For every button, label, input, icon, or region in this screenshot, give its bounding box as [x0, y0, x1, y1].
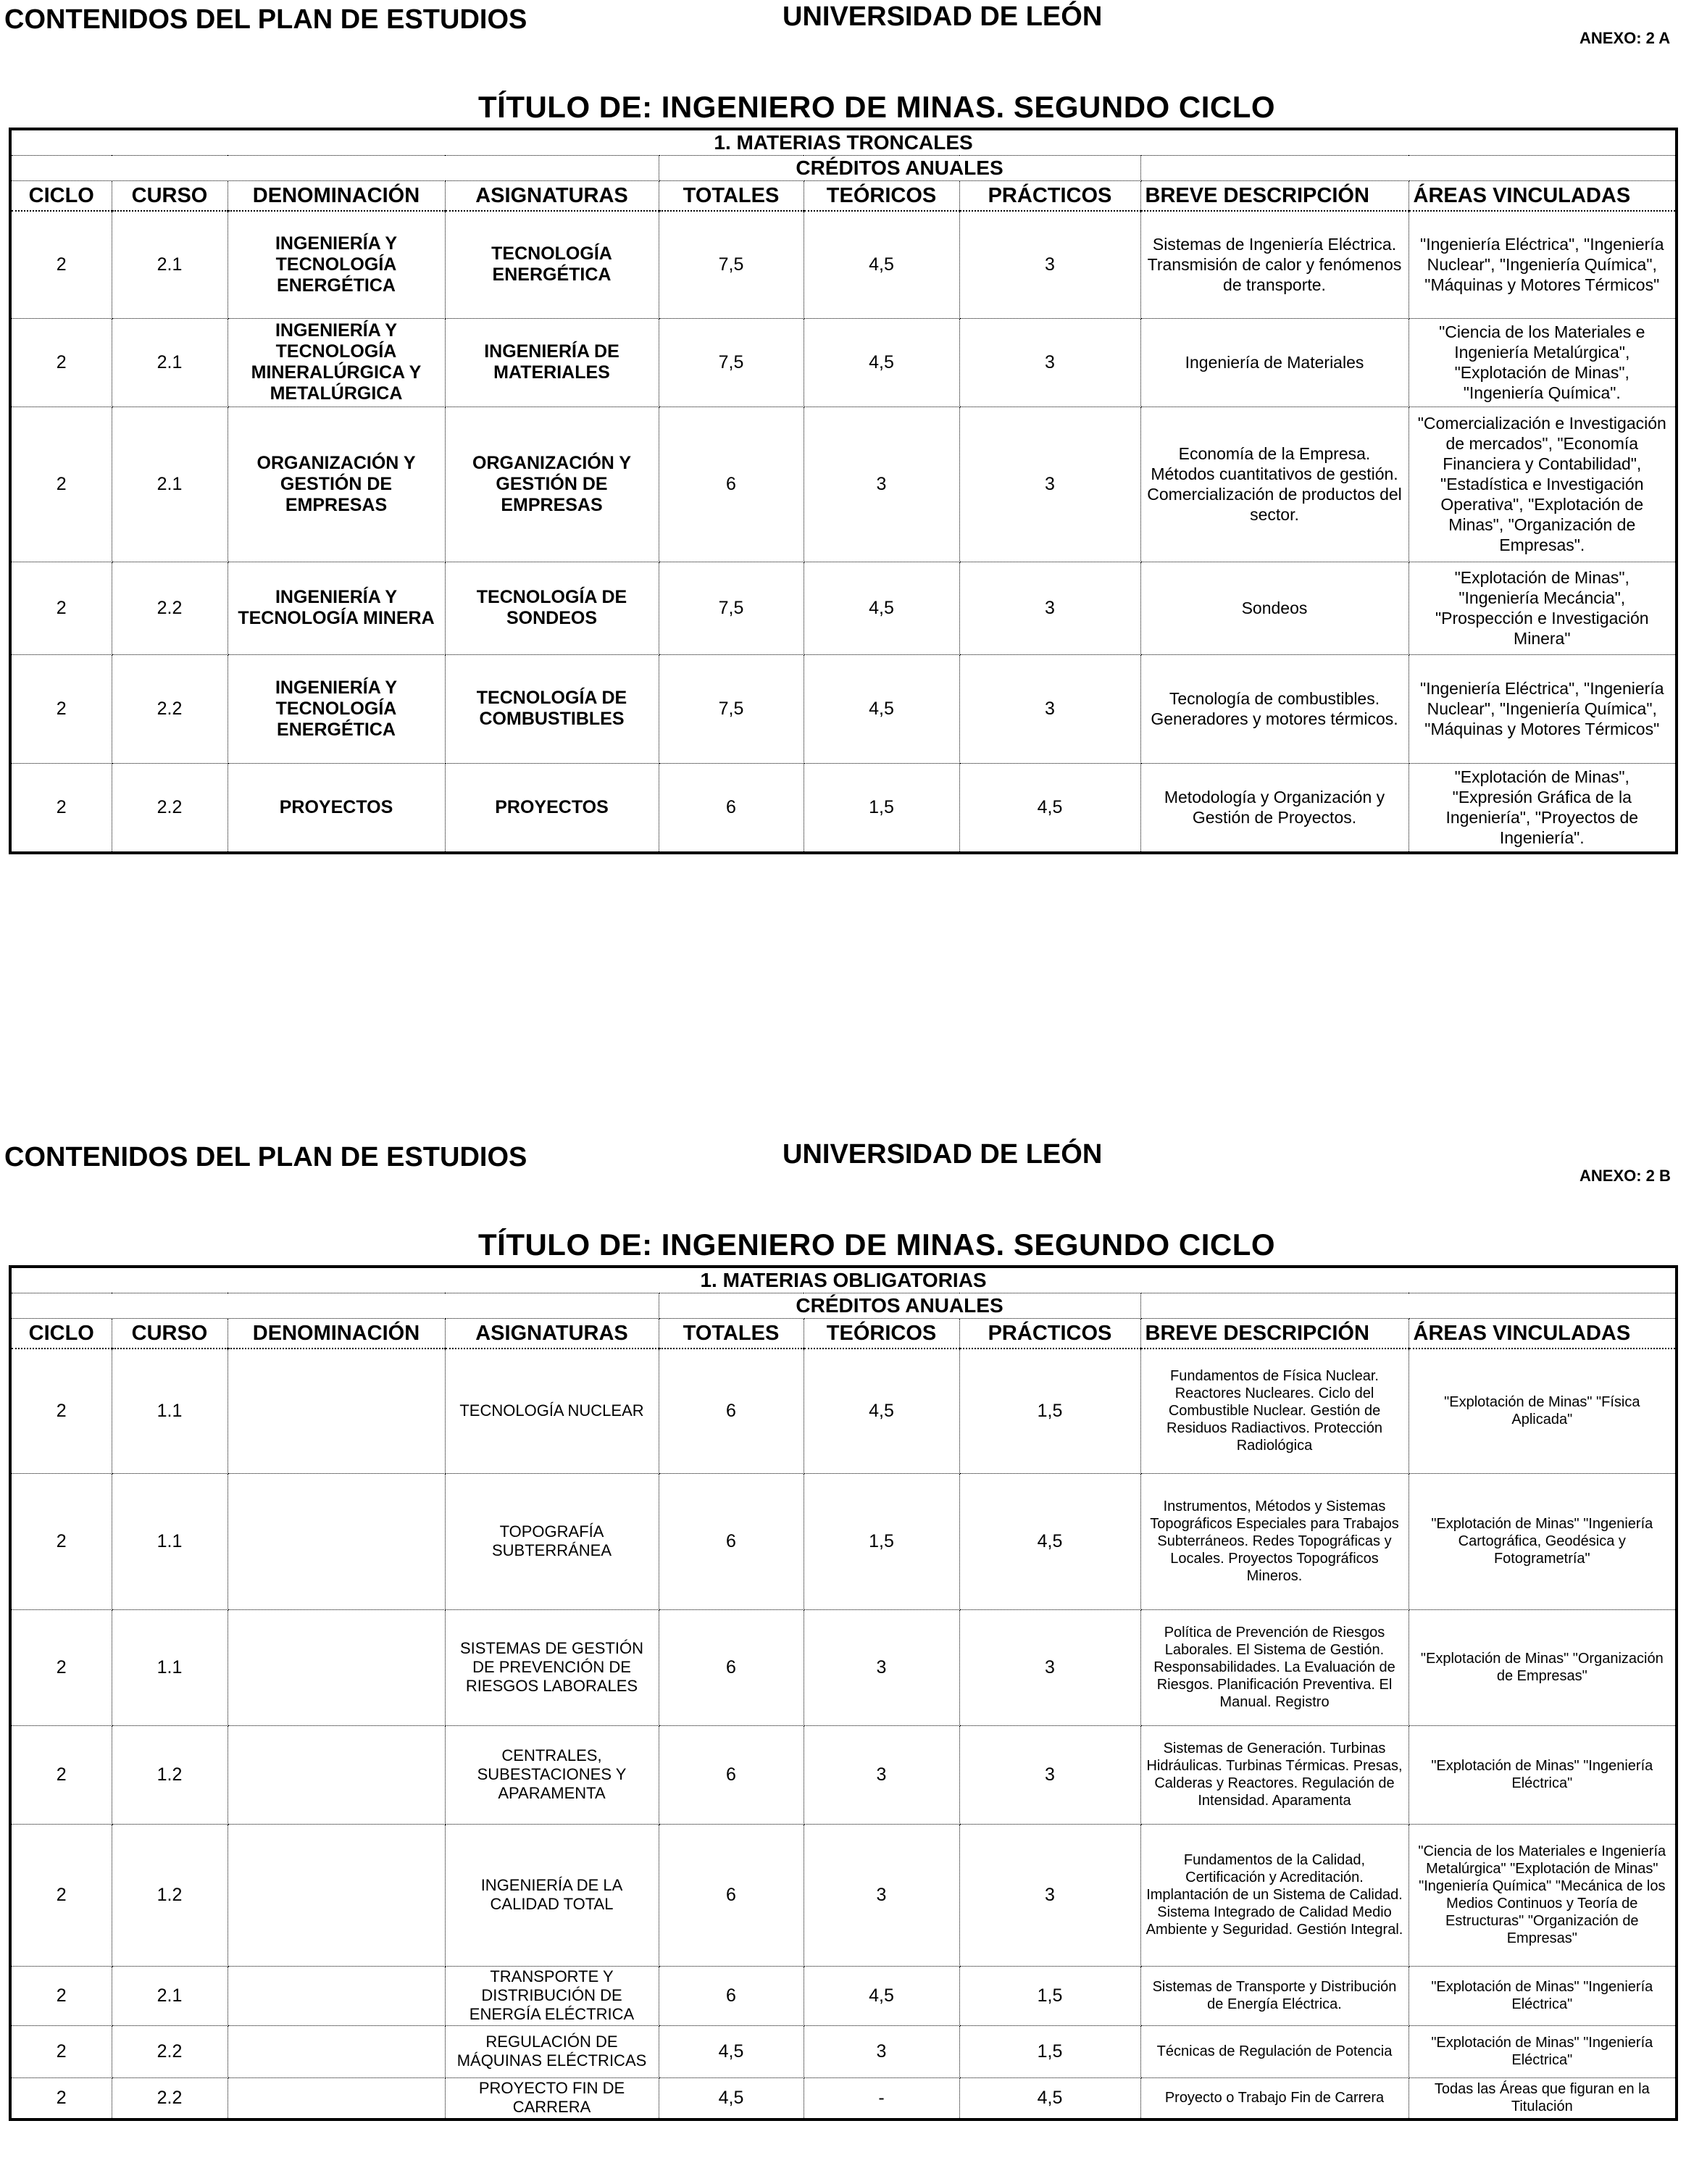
cell-ciclo: 2 — [10, 2025, 112, 2077]
cell-descripcion: Ingeniería de Materiales — [1140, 318, 1409, 407]
table-row — [10, 1609, 1677, 1725]
cell-curso: 1.1 — [112, 1473, 228, 1609]
cell-descripcion: Sondeos — [1140, 562, 1409, 654]
table-row — [10, 654, 1677, 763]
cell-practicos: 3 — [959, 654, 1140, 763]
cell-teoricos: 3 — [804, 407, 959, 562]
cell-descripcion: Instrumentos, Métodos y Sistemas Topográficos Especiales para Trabajos Subterráneos. Redes Topográficas y Locales. Proyectos Topográficos Mineros. — [1140, 1473, 1409, 1609]
cell-areas: "Explotación de Minas", "Expresión Gráfica de la Ingeniería", "Proyectos de Ingeniería". — [1409, 763, 1677, 853]
cell-areas: "Explotación de Minas" "Ingeniería Cartográfica, Geodésica y Fotogrametría" — [1409, 1473, 1677, 1609]
cell-totales: 4,5 — [659, 2077, 804, 2120]
cell-curso: 2.2 — [112, 2025, 228, 2077]
cell-denominacion: ORGANIZACIÓN Y GESTIÓN DE EMPRESAS — [228, 407, 445, 562]
cell-asignatura: INGENIERÍA DE LA CALIDAD TOTAL — [445, 1824, 659, 1966]
cell-denominacion — [228, 2077, 445, 2120]
cell-curso: 1.1 — [112, 1349, 228, 1473]
column-header-descripcion: BREVE DESCRIPCIÓN — [1140, 1319, 1409, 1349]
cell-asignatura: SISTEMAS DE GESTIÓN DE PREVENCIÓN DE RIESGOS LABORALES — [445, 1609, 659, 1725]
cell-curso: 2.2 — [112, 562, 228, 654]
cell-ciclo: 2 — [10, 211, 112, 318]
cell-totales: 6 — [659, 407, 804, 562]
credits-band: CRÉDITOS ANUALES — [659, 1293, 1140, 1319]
column-header-totales: TOTALES — [659, 181, 804, 212]
cell-ciclo: 2 — [10, 654, 112, 763]
cell-descripcion: Técnicas de Regulación de Potencia — [1140, 2025, 1409, 2077]
cell-curso: 2.1 — [112, 1966, 228, 2025]
cell-practicos: 4,5 — [959, 1473, 1140, 1609]
cell-denominacion — [228, 1609, 445, 1725]
cell-asignatura: ORGANIZACIÓN Y GESTIÓN DE EMPRESAS — [445, 407, 659, 562]
cell-teoricos: 1,5 — [804, 763, 959, 853]
cell-totales: 6 — [659, 1725, 804, 1824]
cell-asignatura: REGULACIÓN DE MÁQUINAS ELÉCTRICAS — [445, 2025, 659, 2077]
cell-practicos: 3 — [959, 211, 1140, 318]
cell-curso: 2.1 — [112, 211, 228, 318]
table-row — [10, 318, 1677, 407]
column-header-curso: CURSO — [112, 1319, 228, 1349]
cell-ciclo: 2 — [10, 2077, 112, 2120]
university-name: UNIVERSIDAD DE LEÓN — [783, 1139, 1103, 1170]
cell-ciclo: 2 — [10, 1349, 112, 1473]
column-header-teoricos: TEÓRICOS — [804, 181, 959, 212]
cell-denominacion — [228, 1725, 445, 1824]
cell-curso: 1.1 — [112, 1609, 228, 1725]
cell-practicos: 1,5 — [959, 1349, 1140, 1473]
cell-denominacion: INGENIERÍA Y TECNOLOGÍA ENERGÉTICA — [228, 654, 445, 763]
column-header-practicos: PRÁCTICOS — [959, 181, 1140, 212]
cell-totales: 7,5 — [659, 654, 804, 763]
cell-denominacion: INGENIERÍA Y TECNOLOGÍA MINERALÚRGICA Y METALÚRGICA — [228, 318, 445, 407]
cell-curso: 2.2 — [112, 763, 228, 853]
table-row — [10, 562, 1677, 654]
cell-asignatura: TRANSPORTE Y DISTRIBUCIÓN DE ENERGÍA ELÉCTRICA — [445, 1966, 659, 2025]
table-row — [10, 2025, 1677, 2077]
cell-practicos: 1,5 — [959, 1966, 1140, 2025]
cell-ciclo: 2 — [10, 407, 112, 562]
cell-denominacion: PROYECTOS — [228, 763, 445, 853]
column-header-teoricos: TEÓRICOS — [804, 1319, 959, 1349]
cell-denominacion: INGENIERÍA Y TECNOLOGÍA ENERGÉTICA — [228, 211, 445, 318]
cell-practicos: 4,5 — [959, 2077, 1140, 2120]
cell-descripcion: Sistemas de Transporte y Distribución de Energía Eléctrica. — [1140, 1966, 1409, 2025]
cell-asignatura: TECNOLOGÍA ENERGÉTICA — [445, 211, 659, 318]
table-row — [10, 407, 1677, 562]
cell-totales: 6 — [659, 1824, 804, 1966]
cell-asignatura: TECNOLOGÍA NUCLEAR — [445, 1349, 659, 1473]
cell-ciclo: 2 — [10, 1473, 112, 1609]
cell-teoricos: 3 — [804, 2025, 959, 2077]
cell-denominacion: INGENIERÍA Y TECNOLOGÍA MINERA — [228, 562, 445, 654]
cell-ciclo: 2 — [10, 1725, 112, 1824]
cell-curso: 1.2 — [112, 1725, 228, 1824]
table-row — [10, 1824, 1677, 1966]
cell-totales: 6 — [659, 1349, 804, 1473]
cell-areas: "Ingeniería Eléctrica", "Ingeniería Nuclear", "Ingeniería Química", "Máquinas y Motores Térmicos" — [1409, 654, 1677, 763]
cell-teoricos: 4,5 — [804, 211, 959, 318]
annex-label: ANEXO: 2 B — [1579, 1167, 1671, 1185]
cell-totales: 7,5 — [659, 562, 804, 654]
section-title: 1. MATERIAS TRONCALES — [10, 129, 1677, 156]
degree-title: TÍTULO DE: INGENIERO DE MINAS. SEGUNDO CICLO — [478, 90, 1276, 124]
cell-descripcion: Fundamentos de Física Nuclear. Reactores Nucleares. Ciclo del Combustible Nuclear. Gestión de Residuos Radiactivos. Protección Radiológica — [1140, 1349, 1409, 1473]
column-header-areas: ÁREAS VINCULADAS — [1409, 1319, 1677, 1349]
cell-asignatura: CENTRALES, SUBESTACIONES Y APARAMENTA — [445, 1725, 659, 1824]
cell-asignatura: TECNOLOGÍA DE COMBUSTIBLES — [445, 654, 659, 763]
cell-curso: 1.2 — [112, 1824, 228, 1966]
column-header-areas: ÁREAS VINCULADAS — [1409, 181, 1677, 212]
cell-areas: "Ciencia de los Materiales e Ingeniería Metalúrgica", "Explotación de Minas", "Ingeniería Química". — [1409, 318, 1677, 407]
cell-practicos: 3 — [959, 1824, 1140, 1966]
column-header-ciclo: CICLO — [10, 1319, 112, 1349]
table-row — [10, 1349, 1677, 1473]
cell-descripcion: Sistemas de Ingeniería Eléctrica. Transmisión de calor y fenómenos de transporte. — [1140, 211, 1409, 318]
cell-totales: 7,5 — [659, 318, 804, 407]
cell-areas: "Explotación de Minas" "Física Aplicada" — [1409, 1349, 1677, 1473]
table-row — [10, 1725, 1677, 1824]
cell-totales: 6 — [659, 1609, 804, 1725]
cell-asignatura: PROYECTO FIN DE CARRERA — [445, 2077, 659, 2120]
cell-denominacion — [228, 2025, 445, 2077]
cell-descripcion: Tecnología de combustibles. Generadores y motores térmicos. — [1140, 654, 1409, 763]
cell-ciclo: 2 — [10, 763, 112, 853]
cell-teoricos: 4,5 — [804, 562, 959, 654]
annex-2a-page — [0, 0, 1686, 899]
section-title: 1. MATERIAS OBLIGATORIAS — [10, 1267, 1677, 1293]
table-row — [10, 1473, 1677, 1609]
cell-practicos: 4,5 — [959, 763, 1140, 853]
degree-title: TÍTULO DE: INGENIERO DE MINAS. SEGUNDO CICLO — [478, 1228, 1276, 1262]
table-row — [10, 1966, 1677, 2025]
cell-areas: "Ciencia de los Materiales e Ingeniería Metalúrgica" "Explotación de Minas" "Ingeniería Química" "Mecánica de los Medios Continuos y Teoría de Estructuras" "Organización de Empresas" — [1409, 1824, 1677, 1966]
cell-practicos: 1,5 — [959, 2025, 1140, 2077]
cell-totales: 4,5 — [659, 2025, 804, 2077]
column-header-practicos: PRÁCTICOS — [959, 1319, 1140, 1349]
cell-areas: "Explotación de Minas" "Ingeniería Eléctrica" — [1409, 2025, 1677, 2077]
cell-teoricos: 4,5 — [804, 1966, 959, 2025]
cell-practicos: 3 — [959, 1609, 1140, 1725]
cell-practicos: 3 — [959, 562, 1140, 654]
cell-teoricos: 3 — [804, 1725, 959, 1824]
cell-areas: "Explotación de Minas" "Organización de Empresas" — [1409, 1609, 1677, 1725]
cell-descripcion: Fundamentos de la Calidad, Certificación y Acreditación. Implantación de un Sistema de Calidad. Sistema Integrado de Calidad Medio Ambiente y Seguridad. Gestión Integral. — [1140, 1824, 1409, 1966]
column-header-ciclo: CICLO — [10, 181, 112, 212]
cell-asignatura: INGENIERÍA DE MATERIALES — [445, 318, 659, 407]
column-header-denominacion: DENOMINACIÓN — [228, 1319, 445, 1349]
cell-curso: 2.2 — [112, 2077, 228, 2120]
cell-areas: "Ingeniería Eléctrica", "Ingeniería Nuclear", "Ingeniería Química", "Máquinas y Motores Térmicos" — [1409, 211, 1677, 318]
cell-denominacion — [228, 1349, 445, 1473]
cell-teoricos: 4,5 — [804, 318, 959, 407]
cell-descripcion: Sistemas de Generación. Turbinas Hidráulicas. Turbinas Térmicas. Presas, Calderas y Reactores. Regulación de Intensidad. Aparamenta — [1140, 1725, 1409, 1824]
cell-asignatura: TOPOGRAFÍA SUBTERRÁNEA — [445, 1473, 659, 1609]
cell-curso: 2.1 — [112, 407, 228, 562]
cell-areas: "Explotación de Minas" "Ingeniería Eléctrica" — [1409, 1966, 1677, 2025]
column-header-descripcion: BREVE DESCRIPCIÓN — [1140, 181, 1409, 212]
cell-teoricos: 3 — [804, 1609, 959, 1725]
cell-descripcion: Metodología y Organización y Gestión de Proyectos. — [1140, 763, 1409, 853]
cell-denominacion — [228, 1473, 445, 1609]
column-header-asignaturas: ASIGNATURAS — [445, 1319, 659, 1349]
cell-areas: "Comercialización e Investigación de mercados", "Economía Financiera y Contabilidad", "Estadística e Investigación Operativa", "Explotación de Minas", "Organización de Empresas". — [1409, 407, 1677, 562]
credits-band: CRÉDITOS ANUALES — [659, 156, 1140, 181]
cell-ciclo: 2 — [10, 562, 112, 654]
cell-areas: Todas las Áreas que figuran en la Titulación — [1409, 2077, 1677, 2120]
cell-totales: 7,5 — [659, 211, 804, 318]
cell-descripcion: Política de Prevención de Riesgos Laborales. El Sistema de Gestión. Responsabilidades. La Evaluación de Riesgos. Planificación Preventiva. El Manual. Registro — [1140, 1609, 1409, 1725]
cell-areas: "Explotación de Minas" "Ingeniería Eléctrica" — [1409, 1725, 1677, 1824]
column-header-denominacion: DENOMINACIÓN — [228, 181, 445, 212]
cell-curso: 2.2 — [112, 654, 228, 763]
cell-teoricos: 3 — [804, 1824, 959, 1966]
cell-teoricos: 1,5 — [804, 1473, 959, 1609]
cell-asignatura: TECNOLOGÍA DE SONDEOS — [445, 562, 659, 654]
curriculum-table — [9, 128, 1678, 854]
annex-label: ANEXO: 2 A — [1579, 29, 1671, 47]
cell-asignatura: PROYECTOS — [445, 763, 659, 853]
cell-descripcion: Proyecto o Trabajo Fin de Carrera — [1140, 2077, 1409, 2120]
document-header-left: CONTENIDOS DEL PLAN DE ESTUDIOS — [4, 4, 527, 35]
cell-teoricos: 4,5 — [804, 654, 959, 763]
cell-teoricos: - — [804, 2077, 959, 2120]
curriculum-table — [9, 1265, 1678, 2121]
cell-practicos: 3 — [959, 1725, 1140, 1824]
cell-totales: 6 — [659, 763, 804, 853]
cell-practicos: 3 — [959, 407, 1140, 562]
table-row — [10, 211, 1677, 318]
cell-teoricos: 4,5 — [804, 1349, 959, 1473]
cell-descripcion: Economía de la Empresa. Métodos cuantitativos de gestión. Comercialización de productos del sector. — [1140, 407, 1409, 562]
cell-ciclo: 2 — [10, 1609, 112, 1725]
column-header-totales: TOTALES — [659, 1319, 804, 1349]
column-header-curso: CURSO — [112, 181, 228, 212]
cell-denominacion — [228, 1824, 445, 1966]
cell-areas: "Explotación de Minas", "Ingeniería Mecáncia", "Prospección e Investigación Minera" — [1409, 562, 1677, 654]
cell-ciclo: 2 — [10, 1966, 112, 2025]
university-name: UNIVERSIDAD DE LEÓN — [783, 1, 1103, 32]
cell-totales: 6 — [659, 1473, 804, 1609]
cell-denominacion — [228, 1966, 445, 2025]
table-row — [10, 2077, 1677, 2120]
column-header-asignaturas: ASIGNATURAS — [445, 181, 659, 212]
document-header-left: CONTENIDOS DEL PLAN DE ESTUDIOS — [4, 1142, 527, 1172]
table-row — [10, 763, 1677, 853]
cell-ciclo: 2 — [10, 318, 112, 407]
cell-practicos: 3 — [959, 318, 1140, 407]
annex-2b-page — [0, 1138, 1686, 2181]
cell-totales: 6 — [659, 1966, 804, 2025]
cell-ciclo: 2 — [10, 1824, 112, 1966]
cell-curso: 2.1 — [112, 318, 228, 407]
